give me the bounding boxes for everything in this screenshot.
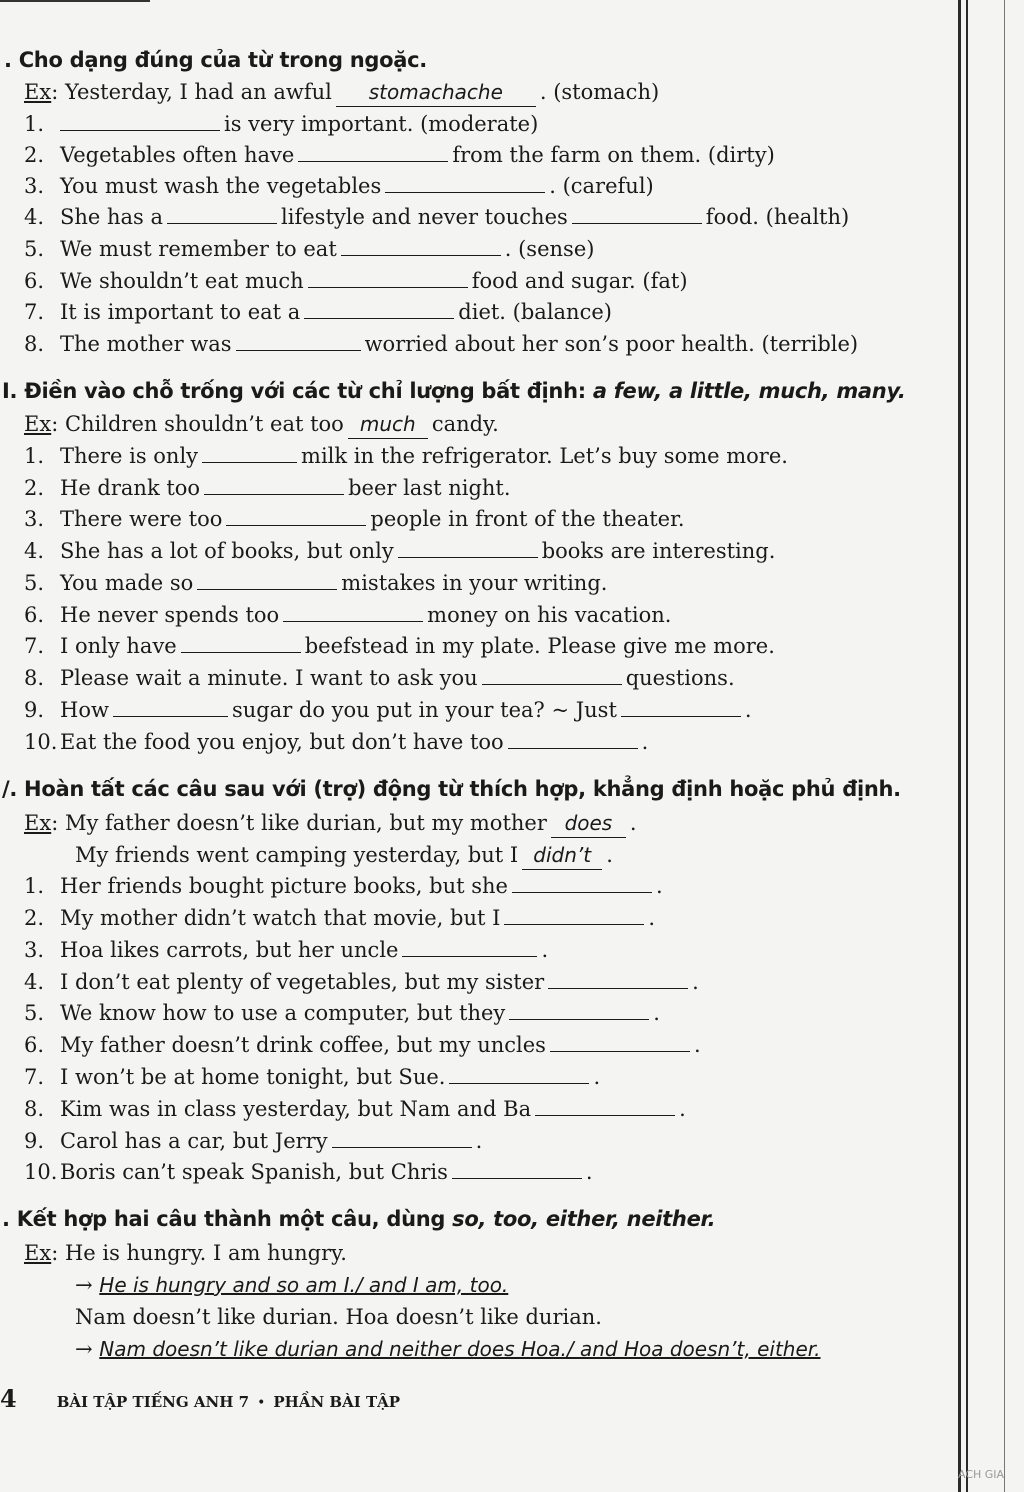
exercise-item (24, 569, 607, 597)
item-number: 8. (24, 332, 45, 356)
item-text: She has a lot of books, but only (60, 539, 394, 563)
item-text: . (692, 970, 699, 994)
exercise-item (24, 936, 548, 964)
item-number: 8. (24, 666, 45, 690)
exercise-item (24, 203, 849, 231)
item-number: 4. (24, 205, 45, 229)
answer-blank[interactable] (550, 1031, 690, 1052)
answer-blank[interactable] (402, 936, 537, 957)
exercise-item (24, 999, 660, 1027)
example-text: . (606, 843, 613, 867)
answer-blank[interactable] (548, 968, 688, 989)
book-part: PHẦN BÀI TẬP (273, 1393, 401, 1411)
item-text: lifestyle and never touches (281, 205, 568, 229)
example-text: : He is hungry. I am hungry. (51, 1241, 347, 1265)
item-text: You made so (60, 571, 194, 595)
exercise-item (24, 664, 735, 692)
item-text: . (careful) (549, 174, 654, 198)
item-text: . (641, 730, 649, 754)
item-number: 5. (24, 237, 45, 261)
example-text: . (stomach) (539, 80, 660, 104)
answer-blank[interactable] (304, 298, 454, 319)
item-number: 6. (24, 269, 45, 293)
item-number: 10. (24, 1160, 58, 1184)
example-text: : My father doesn’t like durian, but my mother (51, 811, 547, 835)
exercise-item (24, 537, 775, 565)
item-text: questions. (625, 666, 735, 690)
item-number: 4. (24, 970, 45, 994)
answer-blank[interactable] (283, 601, 423, 622)
example-text: candy. (431, 412, 499, 436)
exercise-item (24, 1158, 593, 1186)
binding-edge-line (1004, 0, 1005, 1492)
item-number: 3. (24, 507, 45, 531)
item-text: My father doesn’t drink coffee, but my uncles (60, 1033, 546, 1057)
item-text: Vegetables often have (60, 143, 295, 167)
binding-edge-line (966, 0, 968, 1492)
item-text: from the farm on them. (dirty) (452, 143, 775, 167)
answer-blank[interactable] (197, 569, 337, 590)
item-text: mistakes in your writing. (341, 571, 608, 595)
item-text: The mother was (60, 332, 232, 356)
item-text: worried about her son’s poor health. (terrible) (364, 332, 859, 356)
item-text: We know how to use a computer, but they (60, 1001, 506, 1025)
exercise-item (24, 172, 654, 200)
item-text: I won’t be at home tonight, but Sue. (60, 1065, 446, 1089)
answer-blank[interactable] (512, 872, 652, 893)
exercise-item (24, 904, 655, 932)
section-1-heading (4, 46, 427, 74)
item-text: . (593, 1065, 601, 1089)
section-3-title: /. Hoàn tất các câu sau với (trợ) động từ thích hợp, khẳng định hoặc phủ định. (2, 777, 901, 801)
item-text: . (648, 906, 656, 930)
answer-blank[interactable] (449, 1063, 589, 1084)
item-number: 3. (24, 938, 45, 962)
item-text: There is only (60, 444, 199, 468)
example-text: . (629, 811, 637, 835)
top-rule (0, 0, 150, 2)
item-text: diet. (balance) (458, 300, 612, 324)
item-text: Eat the food you enjoy, but don’t have too (60, 730, 504, 754)
item-text: . (sense) (504, 237, 595, 261)
section-4-example (75, 1303, 602, 1331)
item-text: Her friends bought picture books, but she (60, 874, 508, 898)
answer-blank[interactable] (308, 267, 468, 288)
section-4-example (24, 1239, 347, 1267)
item-number: 4. (24, 539, 45, 563)
example-text: My friends went camping yesterday, but I (75, 843, 519, 867)
exercise-item (24, 872, 663, 900)
answer-blank[interactable] (508, 728, 638, 749)
page-footer (0, 1384, 400, 1413)
exercise-item (24, 505, 685, 533)
item-text: is very important. (moderate) (224, 112, 539, 136)
item-number: 2. (24, 906, 45, 930)
example-answer: stomachache (336, 78, 536, 107)
item-text: . (475, 1129, 483, 1153)
answer-blank[interactable] (341, 235, 501, 256)
watermark: ACH GIA (958, 1468, 1005, 1481)
section-1-example (24, 78, 659, 107)
item-text: I don’t eat plenty of vegetables, but my sister (60, 970, 545, 994)
example-answer: does (551, 809, 626, 838)
section-2-example (24, 410, 499, 439)
answer-blank[interactable] (482, 664, 622, 685)
bullet-icon: • (257, 1395, 266, 1411)
item-text: milk in the refrigerator. Let’s buy some more. (301, 444, 788, 468)
answer-blank[interactable] (60, 110, 220, 131)
item-text: We shouldn’t eat much (60, 269, 304, 293)
item-number: 1. (24, 444, 45, 468)
item-number: 10. (24, 730, 58, 754)
section-4-example-answer (75, 1271, 508, 1299)
exercise-item (24, 1031, 701, 1059)
item-text: food and sugar. (fat) (471, 269, 688, 293)
section-2-title: I. Điền vào chỗ trống với các từ chỉ lượng bất định: (2, 379, 586, 403)
arrow-right-icon: → (75, 1273, 93, 1297)
item-text: It is important to eat a (60, 300, 301, 324)
example-answer: much (348, 410, 428, 439)
item-text: . (653, 1001, 660, 1025)
section-4-heading (2, 1205, 715, 1233)
item-text: Kim was in class yesterday, but Nam and Ba (60, 1097, 532, 1121)
exercise-item (24, 141, 775, 169)
answer-blank[interactable] (226, 505, 366, 526)
example-text: Nam doesn’t like durian. Hoa doesn’t like durian. (75, 1305, 602, 1329)
item-text: people in front of the theater. (370, 507, 685, 531)
answer-blank[interactable] (452, 1158, 582, 1179)
section-4-title-keywords: so, too, either, neither. (452, 1207, 716, 1231)
answer-blank[interactable] (332, 1127, 472, 1148)
item-number: 8. (24, 1097, 45, 1121)
example-text: : Children shouldn’t eat too (51, 412, 344, 436)
answer-blank[interactable] (385, 172, 545, 193)
item-number: 5. (24, 1001, 45, 1025)
exercise-item (24, 1095, 686, 1123)
item-text: beer last night. (348, 476, 511, 500)
item-text: There were too (60, 507, 223, 531)
exercise-item (24, 330, 858, 358)
example-label: Ex (24, 1241, 52, 1265)
arrow-right-icon: → (75, 1337, 93, 1361)
answer-blank[interactable] (504, 904, 644, 925)
answer-blank[interactable] (509, 999, 649, 1020)
example-answer: He is hungry and so am I./ and I am, too. (99, 1273, 509, 1297)
item-text: My mother didn’t watch that movie, but I (60, 906, 501, 930)
item-text: He drank too (60, 476, 201, 500)
exercise-item (24, 601, 671, 629)
item-number: 2. (24, 143, 45, 167)
section-3-example (24, 809, 637, 838)
item-text: . (679, 1097, 686, 1121)
item-number: 5. (24, 571, 45, 595)
item-number: 6. (24, 1033, 45, 1057)
example-label: Ex (24, 811, 52, 835)
item-text: Please wait a minute. I want to ask you (60, 666, 478, 690)
example-label: Ex (24, 80, 52, 104)
section-2-heading (2, 377, 906, 405)
item-number: 3. (24, 174, 45, 198)
answer-blank[interactable] (202, 442, 297, 463)
item-number: 6. (24, 603, 45, 627)
section-3-example (75, 841, 613, 870)
exercise-item (24, 442, 788, 470)
answer-blank[interactable] (181, 632, 301, 653)
section-4-example-answer (75, 1335, 821, 1363)
exercise-item (24, 267, 688, 295)
answer-blank[interactable] (621, 696, 741, 717)
example-text: : Yesterday, I had an awful (51, 80, 332, 104)
answer-blank[interactable] (535, 1095, 675, 1116)
item-number: 1. (24, 874, 45, 898)
item-text: Boris can’t speak Spanish, but Chris (60, 1160, 448, 1184)
example-answer: didn’t (522, 841, 602, 870)
answer-blank[interactable] (167, 203, 277, 224)
item-number: 2. (24, 476, 45, 500)
item-number: 7. (24, 1065, 45, 1089)
answer-blank[interactable] (398, 537, 538, 558)
item-text: She has a (60, 205, 164, 229)
item-number: 7. (24, 634, 45, 658)
exercise-item (24, 235, 594, 263)
section-1-title: . Cho dạng đúng của từ trong ngoặc. (4, 48, 427, 72)
item-text: money on his vacation. (427, 603, 672, 627)
binding-edge-line (958, 0, 961, 1492)
item-text: . (693, 1033, 701, 1057)
item-number: 9. (24, 698, 45, 722)
item-text: . (744, 698, 752, 722)
item-text: . (655, 874, 663, 898)
page-number: 4 (0, 1384, 17, 1413)
item-text: He never spends too (60, 603, 280, 627)
section-2-title-keywords: a few, a little, much, many. (592, 379, 906, 403)
exercise-item (24, 728, 648, 756)
item-number: 1. (24, 112, 45, 136)
exercise-item (24, 968, 699, 996)
answer-blank[interactable] (298, 141, 448, 162)
exercise-item (24, 110, 538, 138)
item-text: Carol has a car, but Jerry (60, 1129, 328, 1153)
section-4-title: . Kết hợp hai câu thành một câu, dùng (2, 1207, 446, 1231)
answer-blank[interactable] (113, 696, 228, 717)
example-label: Ex (24, 412, 52, 436)
item-number: 9. (24, 1129, 45, 1153)
item-text: . (585, 1160, 593, 1184)
item-text: You must wash the vegetables (60, 174, 382, 198)
item-text: sugar do you put in your tea? ~ Just (231, 698, 617, 722)
item-number: 7. (24, 300, 45, 324)
item-text: Hoa likes carrots, but her uncle (60, 938, 399, 962)
answer-blank[interactable] (572, 203, 702, 224)
exercise-item (24, 696, 752, 724)
item-text: . (541, 938, 549, 962)
answer-blank[interactable] (236, 330, 361, 351)
item-text: We must remember to eat (60, 237, 337, 261)
item-text: beefstead in my plate. Please give me more. (304, 634, 775, 658)
book-title: BÀI TẬP TIẾNG ANH 7 (56, 1393, 250, 1411)
item-text: I only have (60, 634, 177, 658)
item-text: How (60, 698, 109, 722)
exercise-item (24, 632, 775, 660)
exercise-item (24, 298, 612, 326)
example-answer: Nam doesn’t like durian and neither does Hoa./ and Hoa doesn’t, either. (99, 1337, 821, 1361)
exercise-item (24, 1063, 600, 1091)
item-text: food. (health) (705, 205, 850, 229)
answer-blank[interactable] (204, 474, 344, 495)
exercise-item (24, 1127, 482, 1155)
section-3-heading (2, 775, 901, 803)
item-text: books are interesting. (541, 539, 776, 563)
exercise-item (24, 474, 511, 502)
